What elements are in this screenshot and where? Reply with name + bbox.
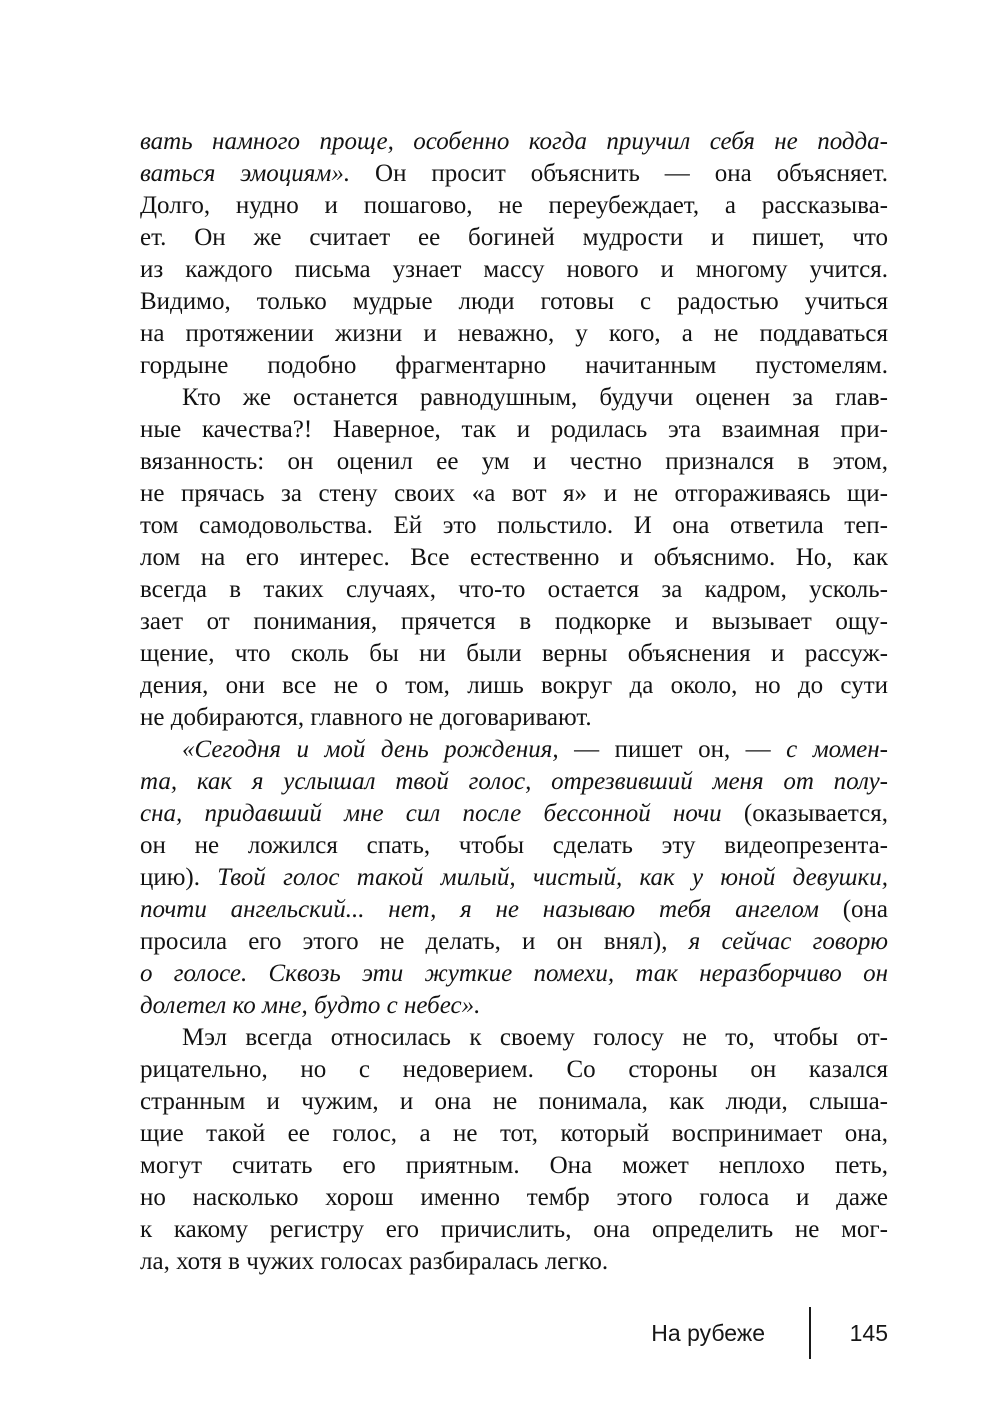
text-line [140, 318, 888, 350]
paragraph [140, 382, 888, 734]
text-line [140, 1022, 888, 1054]
text-line [140, 1182, 888, 1214]
text-line [140, 862, 888, 894]
text-run: ла, хотя в чужих голосах разбиралась легко. [140, 1248, 609, 1275]
text-line [140, 542, 888, 574]
text-line [140, 958, 888, 990]
text-run: зает от понимания, прячется в подкорке и вызывает ощу- [140, 608, 888, 635]
italic-text-run: Твой голос такой милый, чистый, как у юной девушки, [217, 864, 888, 891]
text-line [140, 606, 888, 638]
text-line [140, 510, 888, 542]
text-run: не добираются, главного не договаривают. [140, 704, 592, 731]
text-line [140, 158, 888, 190]
text-run: рицательно, но с недоверием. Со стороны он казался [140, 1056, 888, 1083]
page-text [140, 126, 888, 1278]
text-run: дения, они все не о том, лишь вокруг да около, но до сути [140, 672, 888, 699]
text-run: могут считать его приятным. Она может неплохо петь, [140, 1152, 888, 1179]
text-run: (она [818, 896, 888, 923]
paragraph [140, 734, 888, 1022]
text-line [140, 638, 888, 670]
text-line [140, 446, 888, 478]
text-run: из каждого письма узнает массу нового и многому учится. [140, 256, 888, 283]
text-line [140, 574, 888, 606]
text-run: на протяжении жизни и неважно, у кого, а не поддаваться [140, 320, 888, 347]
text-line [140, 286, 888, 318]
text-run: Видимо, только мудрые люди готовы с радостью учиться [140, 288, 888, 315]
text-run: Кто же останется равнодушным, будучи оценен за глав- [182, 384, 888, 411]
text-line [140, 670, 888, 702]
text-run: Долго, нудно и пошагово, не переубеждает, а рассказыва- [140, 192, 888, 219]
text-run: к какому регистру его причислить, она определить не мог- [140, 1216, 888, 1243]
text-line [140, 1150, 888, 1182]
italic-text-run: ваться эмоциям». [140, 160, 351, 187]
text-line [140, 478, 888, 510]
text-line [140, 190, 888, 222]
italic-text-run: «Сегодня и мой день рождения, [182, 736, 559, 763]
text-run: вязанность: он оценил ее ум и честно признался в этом, [140, 448, 888, 475]
text-line [140, 894, 888, 926]
text-line [140, 350, 888, 382]
text-line [140, 126, 888, 158]
text-line [140, 414, 888, 446]
text-line [140, 990, 888, 1022]
text-line [140, 222, 888, 254]
italic-text-run: та, как я услышал твой голос, отрезвивший меня от полу- [140, 768, 888, 795]
paragraph [140, 126, 888, 382]
text-run: не прячась за стену своих «а вот я» и не отгораживаясь щи- [140, 480, 888, 507]
text-run: Мэл всегда относилась к своему голосу не то, чтобы от- [182, 1024, 888, 1051]
text-run: лом на его интерес. Все естественно и объяснимо. Но, как [140, 544, 888, 571]
text-line [140, 254, 888, 286]
running-title: На рубеже [651, 1319, 765, 1346]
text-run: Он просит объяснить — она объясняет. [350, 160, 889, 187]
page-footer [140, 1306, 888, 1360]
text-line [140, 1118, 888, 1150]
text-run: гордыне подобно фрагментарно начитанным пустомелям. [140, 352, 888, 379]
text-line [140, 926, 888, 958]
text-run: ные качества?! Наверное, так и родилась эта взаимная при- [140, 416, 888, 443]
italic-text-run: почти ангельский... нет, я не называю тебя ангелом [140, 896, 819, 923]
text-run: щие такой ее голос, а не тот, который воспринимает она, [140, 1120, 888, 1147]
text-line [140, 1054, 888, 1086]
italic-text-run: долетел ко мне, будто с небес». [140, 992, 481, 1019]
text-run: — пишет он, — [558, 736, 787, 763]
text-run: цию). [140, 864, 218, 891]
page-number: 145 [849, 1319, 888, 1346]
text-run: (оказывается, [721, 800, 889, 827]
text-run: но насколько хорош именно тембр этого голоса и даже [140, 1184, 888, 1211]
text-line [140, 766, 888, 798]
text-run: всегда в таких случаях, что-то остается за кадром, усколь- [140, 576, 888, 603]
text-line [140, 1086, 888, 1118]
italic-text-run: вать намного проще, особенно когда приучил себя не подда- [140, 128, 888, 155]
text-line [140, 798, 888, 830]
text-line [140, 382, 888, 414]
text-run: щение, что сколь бы ни были верны объяснения и рассуж- [140, 640, 888, 667]
text-run: просила его этого не делать, и он внял), [140, 928, 689, 955]
italic-text-run: о голосе. Сквозь эти жуткие помехи, так неразборчиво он [140, 960, 888, 987]
text-line [140, 734, 888, 766]
text-run: странным и чужим, и она не понимала, как люди, слыша- [140, 1088, 888, 1115]
text-run: он не ложился спать, чтобы сделать эту видеопрезента- [140, 832, 888, 859]
italic-text-run: сна, придавший мне сил после бессонной ночи [140, 800, 722, 827]
italic-text-run: я сейчас говорю [688, 928, 888, 955]
text-run: ет. Он же считает ее богиней мудрости и пишет, что [140, 224, 888, 251]
text-line [140, 830, 888, 862]
text-run: том самодовольства. Ей это польстило. И она ответила теп- [140, 512, 888, 539]
paragraph [140, 1022, 888, 1278]
italic-text-run: с момен- [786, 736, 888, 763]
text-line [140, 702, 888, 734]
text-line [140, 1246, 888, 1278]
text-line [140, 1214, 888, 1246]
